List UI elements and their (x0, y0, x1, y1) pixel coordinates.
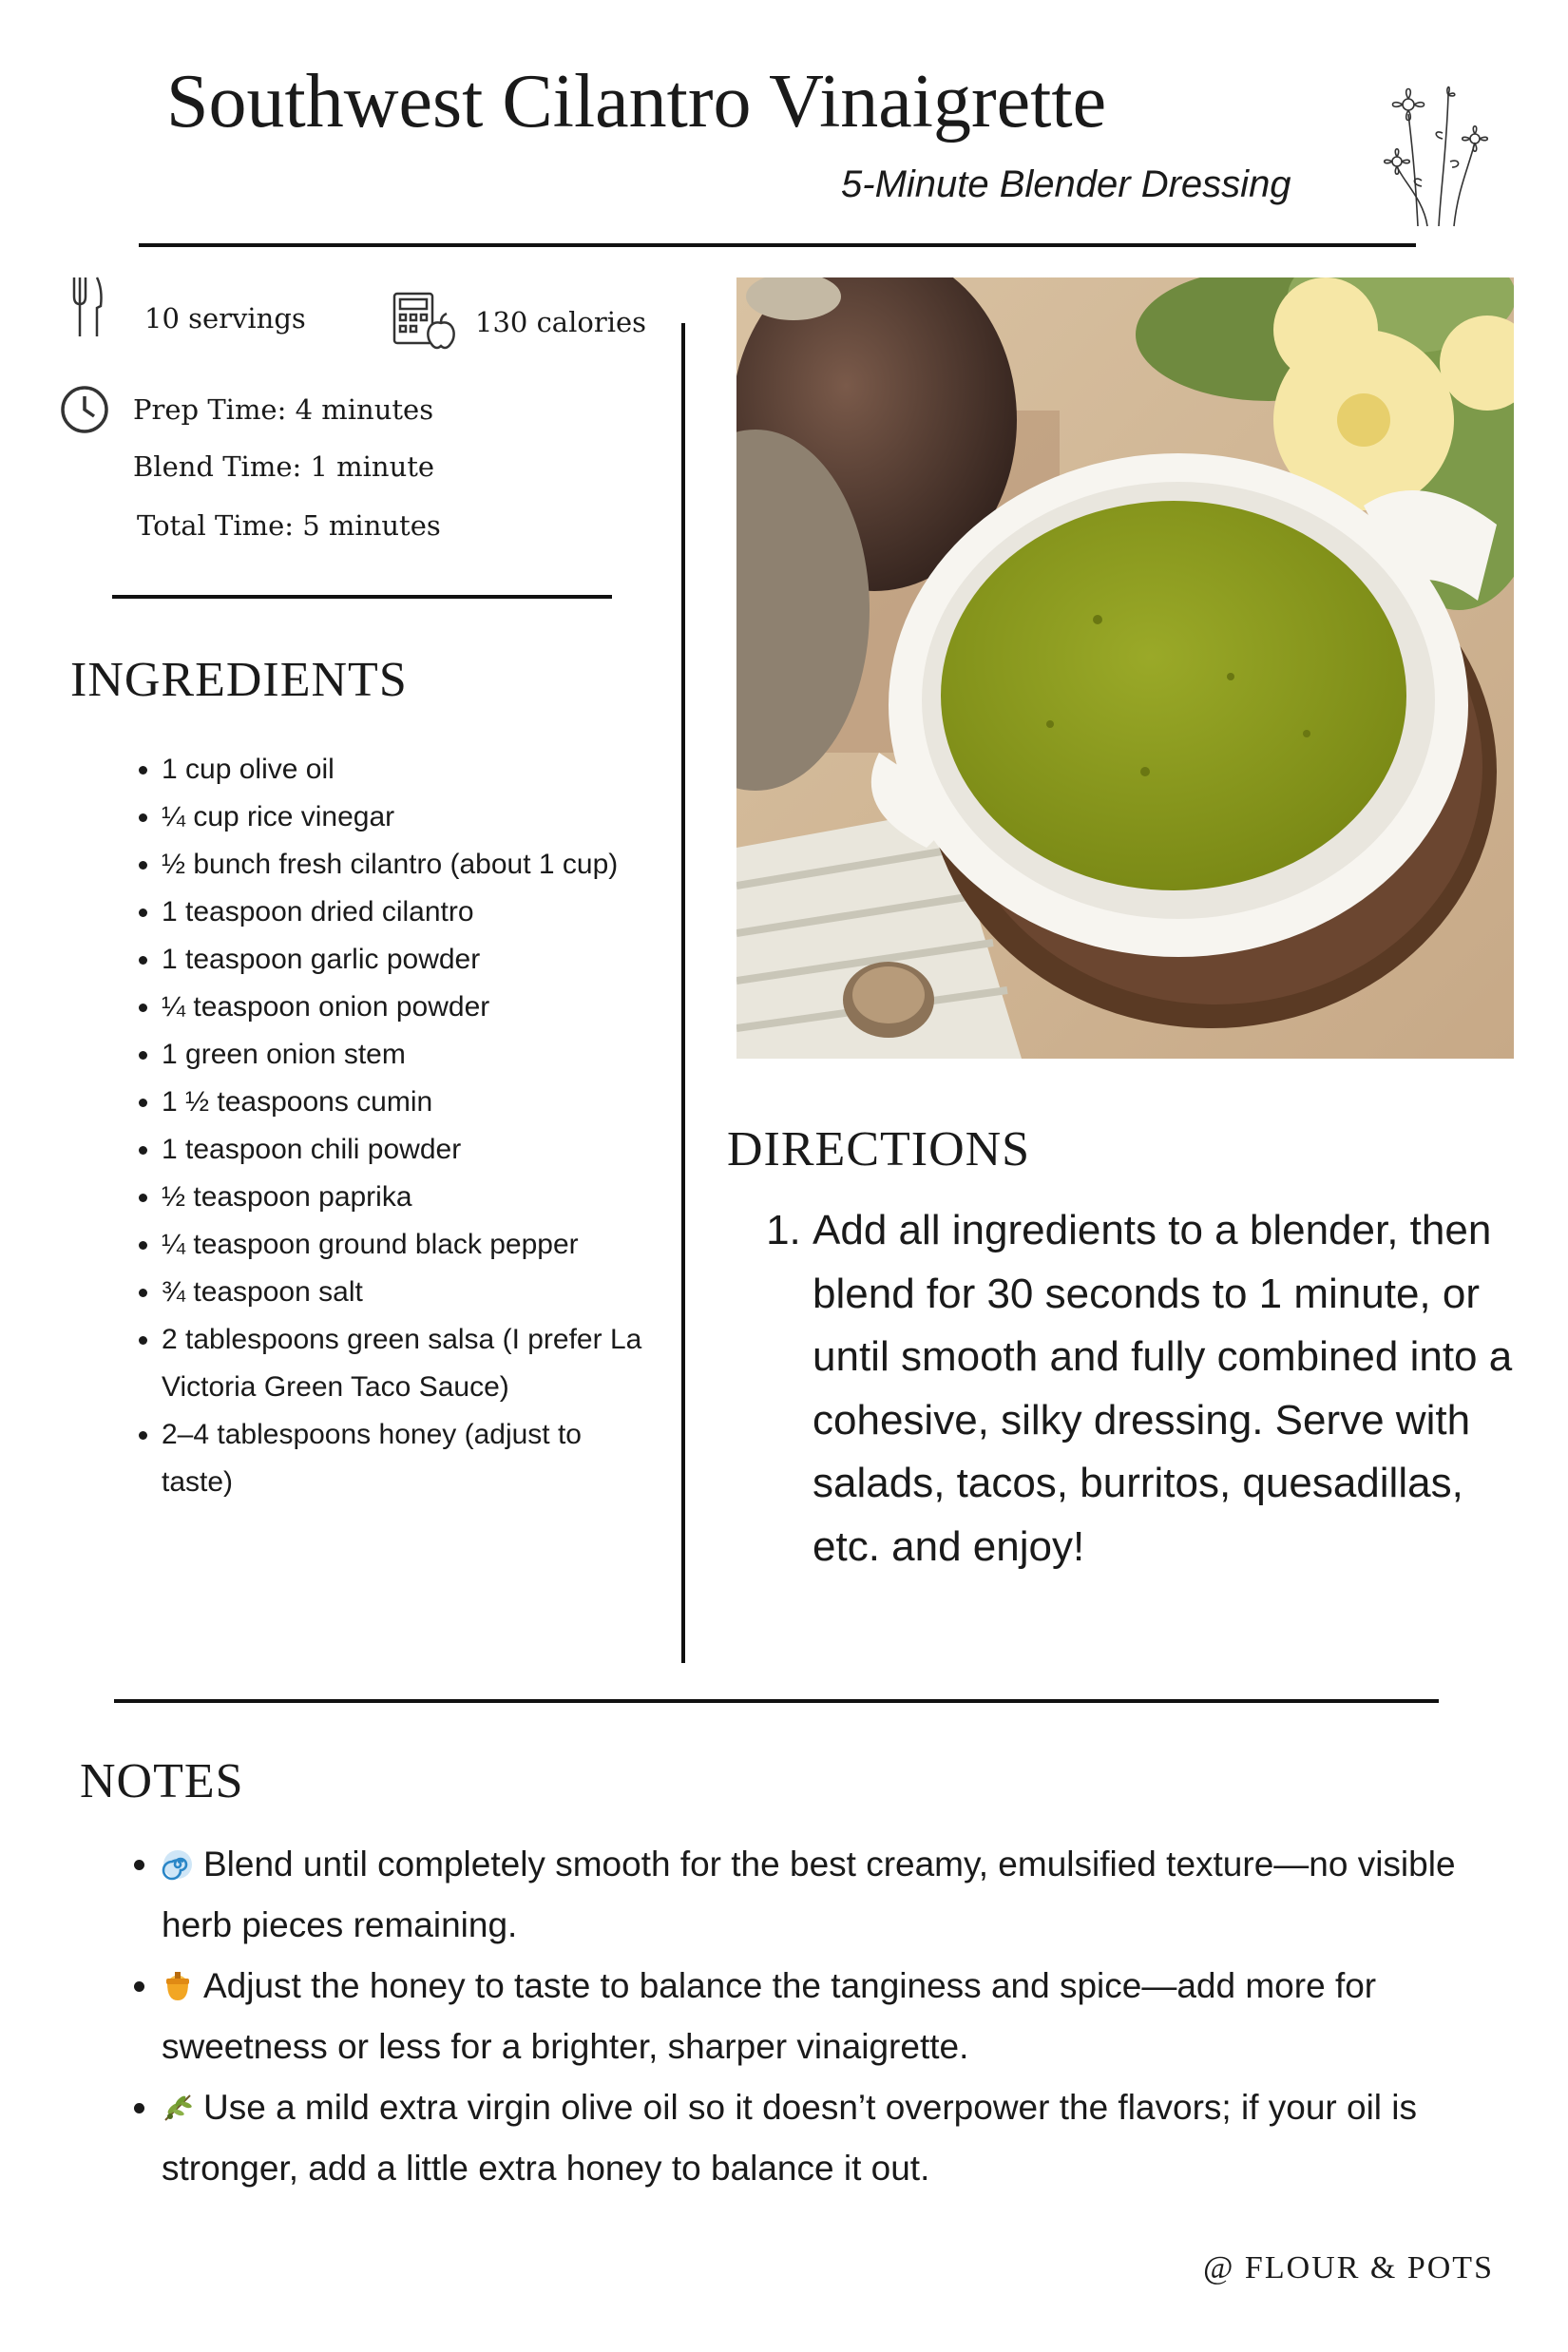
direction-step: 1. Add all ingredients to a blender, then blend for 30 seconds to 1 minute, or until smooth and fully combined into a cohesive, silky dressing. Serve with salads, tacos, burritos, quesadillas, etc. and enjoy! (813, 1199, 1516, 1578)
ingredients-heading: INGREDIENTS (70, 653, 408, 707)
servings-text: 10 servings (144, 302, 306, 335)
recipe-subtitle: 5-Minute Blender Dressing (841, 163, 1291, 205)
list-item: • ¼ teaspoon ground black pepper (162, 1221, 656, 1269)
honey-pot-icon (162, 1960, 194, 1993)
list-item (162, 1834, 1530, 1956)
directions-heading: DIRECTIONS (727, 1122, 1031, 1176)
list-item: • 2–4 tablespoons honey (adjust to taste) (162, 1411, 656, 1506)
olive-branch-icon (162, 2082, 194, 2114)
header-divider (139, 243, 1416, 247)
list-item: • ½ bunch fresh cilantro (about 1 cup) (162, 841, 656, 889)
list-item: • 2 tablespoons green salsa (I prefer La Victoria Green Taco Sauce) (162, 1316, 656, 1411)
list-item: • 1 green onion stem (162, 1031, 656, 1079)
note-text: Adjust the honey to taste to balance the tanginess and spice—add more for sweetness or less for a brighter, sharper vinaigrette. (162, 1966, 1377, 2066)
list-item: • 1 cup olive oil (162, 746, 656, 794)
list-item: • 1 teaspoon garlic powder (162, 936, 656, 984)
list-item: • ½ teaspoon paprika (162, 1174, 656, 1221)
list-item (162, 2077, 1530, 2199)
list-item: • 1 teaspoon chili powder (162, 1126, 656, 1174)
notes-list (124, 1834, 1530, 2199)
column-divider (681, 323, 685, 1663)
blend-time-text: Blend Time: 1 minute (133, 450, 435, 483)
note-text: Use a mild extra virgin olive oil so it doesn’t overpower the flavors; if your oil is stronger, add a little extra honey to balance it out. (162, 2088, 1418, 2188)
directions-list (784, 1199, 1516, 1578)
flower-sketch-icon (1380, 76, 1494, 228)
calories-text: 130 calories (475, 306, 647, 338)
ingredients-list (124, 746, 656, 1506)
list-item (162, 1956, 1530, 2077)
utensils-icon (70, 276, 105, 338)
footer-credit: @ FLOUR & POTS (1203, 2250, 1494, 2285)
list-item: • ¼ cup rice vinegar (162, 794, 656, 841)
clock-icon (59, 384, 110, 435)
calculator-apple-icon (392, 291, 456, 352)
list-item: • 1 ½ teaspoons cumin (162, 1079, 656, 1126)
note-text: Blend until completely smooth for the best creamy, emulsified texture—no visible herb pieces remaining. (162, 1845, 1456, 1944)
list-item: • 1 teaspoon dried cilantro (162, 889, 656, 936)
notes-heading: NOTES (80, 1754, 244, 1808)
list-item: • ¾ teaspoon salt (162, 1269, 656, 1316)
dressing-photo (736, 277, 1514, 1059)
notes-divider (114, 1699, 1439, 1703)
recipe-title: Southwest Cilantro Vinaigrette (166, 60, 1107, 143)
info-divider (112, 595, 612, 599)
list-item: • ¼ teaspoon onion powder (162, 984, 656, 1031)
total-time-text: Total Time: 5 minutes (137, 509, 441, 542)
prep-time-text: Prep Time: 4 minutes (133, 393, 434, 426)
swirl-icon (162, 1839, 194, 1871)
